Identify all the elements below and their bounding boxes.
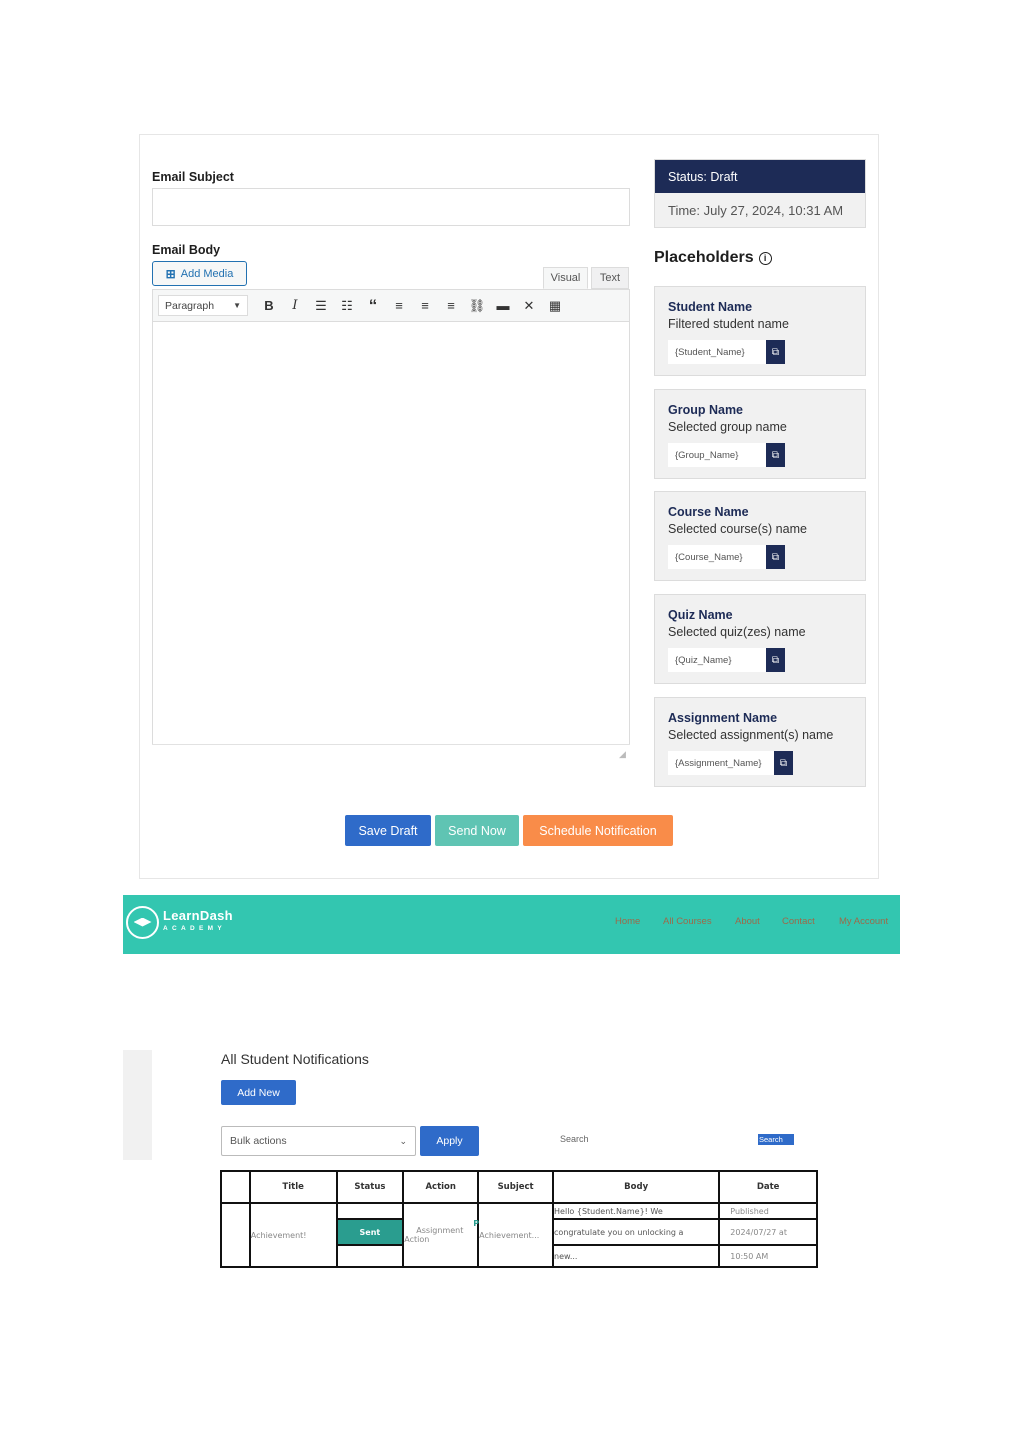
placeholder-card-course — [654, 491, 866, 581]
placeholder-desc: Selected group name — [668, 420, 787, 434]
placeholder-desc: Filtered student name — [668, 317, 789, 331]
placeholder-code[interactable]: {Group_Name} — [668, 443, 766, 467]
tab-text[interactable]: Text — [591, 267, 629, 289]
search-button[interactable]: Search — [758, 1134, 794, 1145]
email-body-editor[interactable] — [152, 322, 630, 760]
row-body-line2: congratulate you on unlocking a — [554, 1227, 684, 1237]
brand-subtitle: ACADEMY — [163, 925, 226, 932]
row-date-line1: Published — [730, 1206, 769, 1216]
fullscreen-icon[interactable]: ✕ — [523, 297, 535, 313]
align-left-icon[interactable]: ≡ — [395, 298, 403, 313]
row-checkbox[interactable] — [221, 1203, 250, 1267]
email-subject-input[interactable] — [152, 188, 630, 226]
apply-button[interactable]: Apply — [420, 1126, 479, 1156]
email-body-label: Email Body — [152, 243, 221, 257]
numbered-list-icon[interactable]: ☷ — [341, 297, 353, 313]
cell-body-1 — [553, 1203, 719, 1219]
link-icon[interactable]: ⛓ — [468, 297, 486, 313]
placeholder-name: Assignment Name — [668, 711, 778, 725]
align-center-icon[interactable]: ≡ — [421, 298, 429, 313]
nav-link-about[interactable]: About — [735, 916, 760, 927]
align-right-icon[interactable]: ≡ — [447, 298, 455, 313]
cell-date-2 — [719, 1219, 817, 1245]
select-all-checkbox[interactable] — [221, 1171, 250, 1203]
column-header-subject[interactable]: Subject — [478, 1171, 553, 1203]
placeholder-name: Quiz Name — [668, 608, 733, 622]
learndash-navbar — [123, 895, 900, 954]
admin-sidebar — [123, 1050, 152, 1160]
table-header-row — [221, 1171, 817, 1203]
format-select-value: Paragraph — [165, 299, 215, 312]
row-action-line2: Action — [404, 1235, 430, 1244]
row-action-marker: P — [473, 1219, 480, 1228]
placeholder-card-group — [654, 389, 866, 479]
placeholder-card-assignment — [654, 697, 866, 787]
schedule-notification-button[interactable]: Schedule Notification — [523, 815, 673, 846]
copy-icon[interactable]: ⧉ — [766, 340, 785, 364]
read-more-icon[interactable]: ▬ — [496, 298, 510, 313]
format-select[interactable] — [158, 295, 248, 316]
nav-link-all-courses[interactable]: All Courses — [663, 916, 712, 927]
cell-title[interactable] — [250, 1203, 337, 1267]
page-title: All Student Notifications — [221, 1051, 369, 1067]
cell-date-1 — [719, 1203, 817, 1219]
editor-status-bar — [152, 744, 630, 760]
placeholder-code[interactable]: {Course_Name} — [668, 545, 766, 569]
row-body-line1: Hello {Student.Name}! We — [554, 1206, 663, 1216]
italic-icon[interactable]: I — [292, 298, 298, 313]
tab-visual[interactable]: Visual — [543, 267, 588, 289]
cell-status-bottom — [337, 1245, 404, 1267]
placeholder-desc: Selected course(s) name — [668, 522, 807, 536]
add-media-label: Add Media — [180, 267, 234, 280]
placeholders-title: Placeholders — [654, 249, 754, 266]
placeholder-name: Course Name — [668, 505, 749, 519]
status-time: Time: July 27, 2024, 10:31 AM — [668, 203, 844, 218]
copy-icon[interactable]: ⧉ — [766, 443, 785, 467]
chevron-down-icon: ▼ — [233, 301, 241, 310]
status-label: Status: Draft — [655, 160, 865, 193]
bullet-list-icon[interactable]: ☰ — [315, 297, 327, 313]
search-label: Search — [560, 1134, 589, 1144]
nav-link-my-account[interactable]: My Account — [839, 916, 889, 927]
cell-action — [403, 1203, 478, 1267]
editor-toolbar — [152, 289, 630, 322]
row-action-line1: Assignment — [416, 1226, 464, 1235]
resize-handle-icon[interactable]: ◢ — [619, 749, 626, 759]
info-icon[interactable]: i — [759, 252, 772, 265]
status-badge: Sent — [337, 1219, 404, 1245]
placeholder-card-student — [654, 286, 866, 376]
cell-status-top — [337, 1203, 404, 1219]
column-header-status[interactable]: Status — [337, 1171, 404, 1203]
copy-icon[interactable]: ⧉ — [766, 648, 785, 672]
bold-icon[interactable]: B — [264, 298, 274, 313]
copy-icon[interactable]: ⧉ — [774, 751, 793, 775]
add-media-button[interactable] — [152, 261, 247, 286]
add-new-button[interactable]: Add New — [221, 1080, 296, 1105]
graduation-cap-icon[interactable] — [126, 906, 159, 939]
cell-body-3 — [553, 1245, 719, 1267]
placeholder-desc: Selected assignment(s) name — [668, 728, 834, 742]
column-header-title[interactable]: Title — [250, 1171, 337, 1203]
nav-link-contact[interactable]: Contact — [782, 916, 815, 927]
send-now-button[interactable]: Send Now — [435, 815, 519, 846]
column-header-action[interactable]: Action — [403, 1171, 478, 1203]
placeholder-card-quiz — [654, 594, 866, 684]
row-body-line3: new... — [554, 1251, 578, 1261]
brand-name[interactable]: LearnDash — [163, 908, 233, 923]
placeholder-name: Group Name — [668, 403, 744, 417]
placeholder-code[interactable]: {Quiz_Name} — [668, 648, 766, 672]
placeholder-code[interactable]: {Assignment_Name} — [668, 751, 774, 775]
email-subject-label: Email Subject — [152, 170, 234, 184]
row-date-line3: 10:50 AM — [730, 1251, 769, 1261]
placeholder-code[interactable]: {Student_Name} — [668, 340, 766, 364]
copy-icon[interactable]: ⧉ — [766, 545, 785, 569]
cell-body-2 — [553, 1219, 719, 1245]
placeholder-desc: Selected quiz(zes) name — [668, 625, 806, 639]
notifications-table — [220, 1170, 818, 1268]
row-title[interactable]: Achievement! — [250, 1230, 307, 1240]
status-box — [654, 159, 866, 228]
column-header-body[interactable]: Body — [553, 1171, 719, 1203]
save-draft-button[interactable]: Save Draft — [345, 815, 431, 846]
table-row — [221, 1203, 817, 1219]
cell-date-3 — [719, 1245, 817, 1267]
chevron-down-icon: ⌄ — [399, 1135, 407, 1146]
placeholders-heading — [654, 249, 772, 267]
bulk-actions-value: Bulk actions — [230, 1135, 287, 1147]
toolbar-toggle-icon[interactable]: ▦ — [548, 297, 562, 313]
cell-subject — [478, 1203, 553, 1267]
row-subject: Achievement... — [479, 1230, 540, 1240]
row-date-line2: 2024/07/27 at — [730, 1227, 787, 1237]
column-header-date[interactable]: Date — [719, 1171, 817, 1203]
placeholder-name: Student Name — [668, 300, 753, 314]
nav-link-home[interactable]: Home — [615, 916, 641, 927]
notification-editor-panel — [139, 134, 879, 879]
blockquote-icon[interactable]: “ — [368, 295, 378, 315]
media-icon: ⊞ — [165, 266, 176, 281]
bulk-actions-select[interactable] — [221, 1126, 416, 1156]
